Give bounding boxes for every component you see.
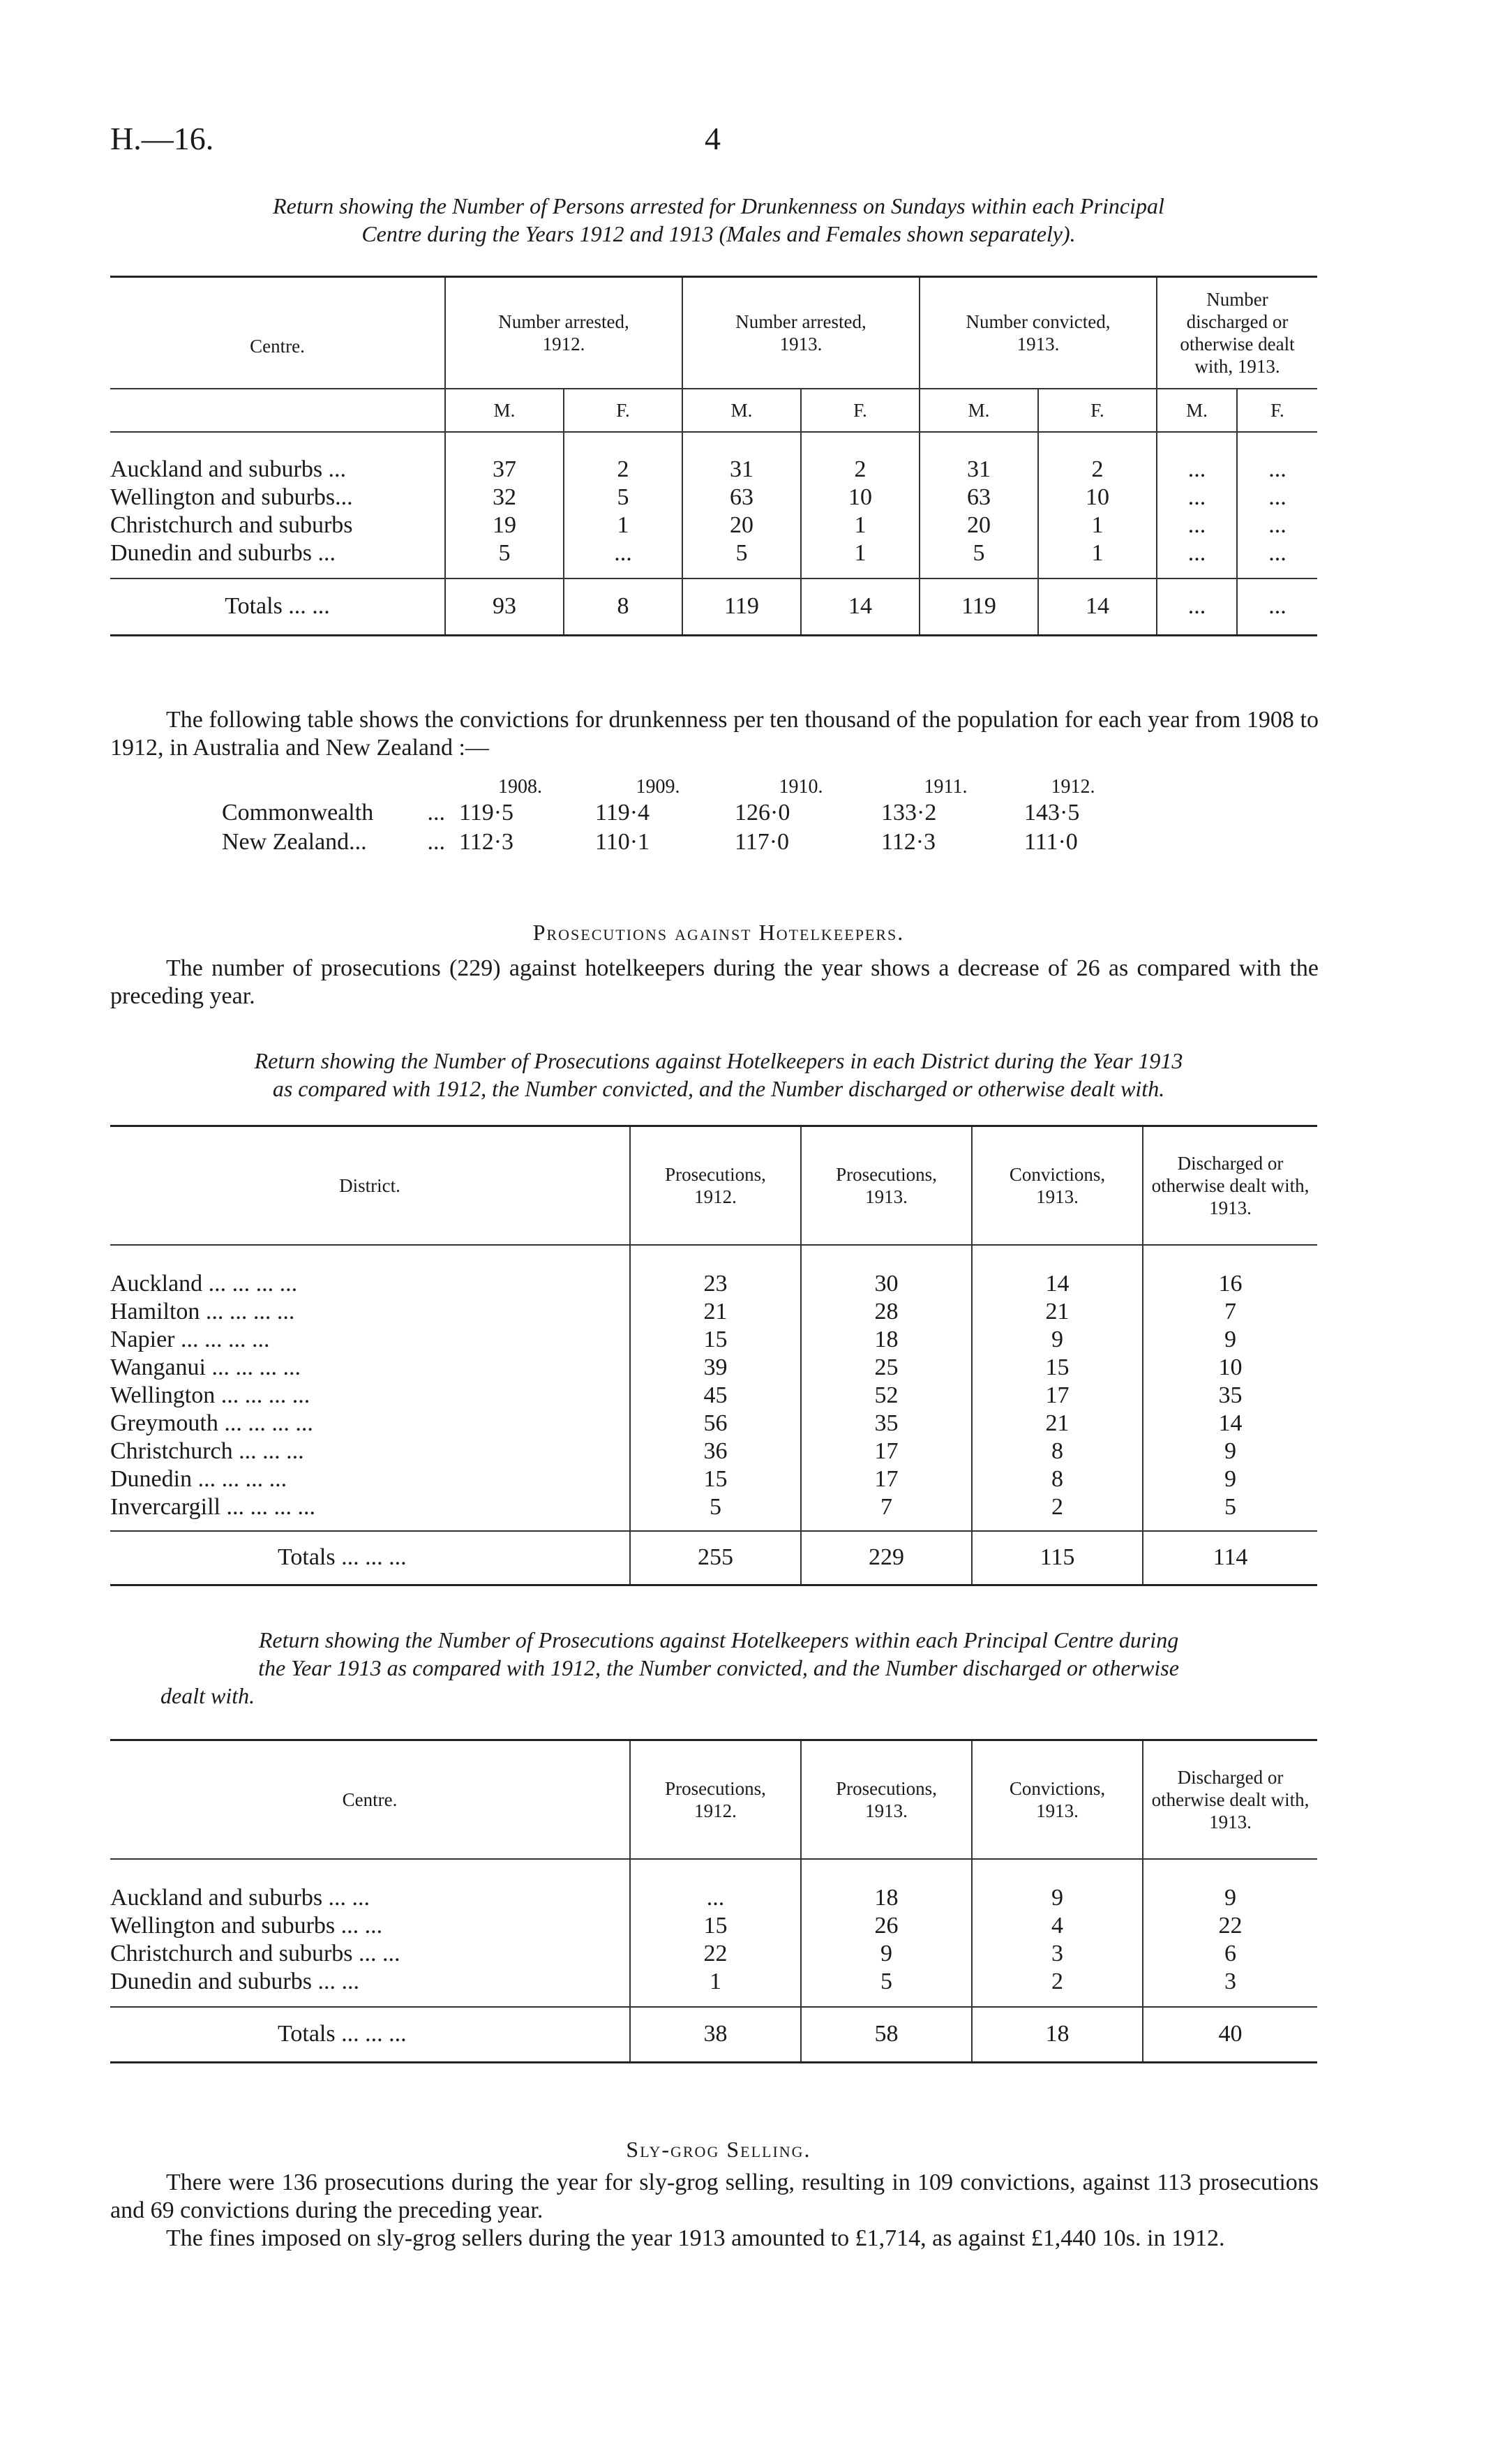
table1-title	[105, 192, 1333, 248]
table1-totals-label: Totals ... ...	[225, 593, 330, 620]
rates-leader-dots: ...	[427, 829, 445, 855]
table2-cell: 16	[1143, 1270, 1317, 1298]
table3-cell: 26	[801, 1912, 972, 1940]
table1-cell: 5	[920, 539, 1038, 567]
table3-cell: 2	[972, 1968, 1143, 1996]
table1-cell: ...	[1157, 512, 1237, 539]
table2-row-label: Invercargill ... ... ... ...	[110, 1493, 315, 1520]
table1-sunday-arrests	[110, 276, 1317, 636]
rates-value-cell: 117·0	[735, 829, 790, 855]
table2-row-label: Greymouth ... ... ... ...	[110, 1410, 313, 1436]
table3-title-line3: dealt with.	[160, 1683, 255, 1708]
table2-row	[110, 1410, 1317, 1438]
table2-cell: 21	[972, 1298, 1143, 1326]
table1-title-line1: Return showing the Number of Persons arrested for Drunkenness on Sundays within each Principal	[273, 193, 1164, 218]
table2-cell: 5	[630, 1493, 801, 1521]
table3-row	[110, 1912, 1317, 1940]
rates-value-cell: 126·0	[735, 800, 790, 826]
table2-row-label: Christchurch ... ... ...	[110, 1438, 304, 1464]
table3-row-label: Wellington and suburbs ... ...	[110, 1912, 383, 1939]
table3-col-centre: Centre.	[342, 1789, 398, 1810]
rates-value-cell: 112·3	[459, 829, 514, 855]
table2-row	[110, 1270, 1317, 1298]
table3-col-prosecutions-1913: Prosecutions, 1913.	[801, 1740, 972, 1859]
table1-sub-f: F.	[801, 389, 920, 432]
table1-totals-row	[110, 578, 1317, 636]
table1-row-label: Christchurch and suburbs	[110, 512, 353, 538]
rates-value-cell: 110·1	[595, 829, 650, 855]
table3-total-cell: 58	[801, 2007, 972, 2063]
rates-value-cell: 112·3	[881, 829, 936, 855]
table1-cell: 10	[1038, 484, 1157, 512]
table2-cell: 30	[801, 1270, 972, 1298]
table1-sub-m: M.	[682, 389, 801, 432]
table2-row-label: Wanganui ... ... ... ...	[110, 1354, 301, 1380]
table2-cell: 25	[801, 1354, 972, 1382]
table1-sub-f: F.	[1237, 389, 1317, 432]
table1-cell: 31	[920, 456, 1038, 484]
table2-cell: 15	[630, 1326, 801, 1354]
rates-row	[222, 798, 1129, 828]
table2-row	[110, 1493, 1317, 1521]
table1-cell: 63	[682, 484, 801, 512]
rates-year-header: 1909.	[636, 776, 680, 798]
table2-cell: 14	[1143, 1410, 1317, 1438]
table3-row	[110, 1940, 1317, 1968]
rates-country-label: Commonwealth	[222, 800, 374, 826]
rates-value-cell: 111·0	[1024, 829, 1078, 855]
table2-title	[105, 1047, 1333, 1103]
table2-totals-label: Totals ... ... ...	[278, 1544, 407, 1571]
table2-total-cell: 114	[1143, 1531, 1317, 1585]
table1-cell: ...	[1237, 512, 1317, 539]
table3-cell: 9	[1143, 1884, 1317, 1912]
table2-col-prosecutions-1913: Prosecutions, 1913.	[801, 1126, 972, 1245]
table1-total-cell: 8	[564, 578, 682, 636]
table1-sub-m: M.	[920, 389, 1038, 432]
table2-cell: 18	[801, 1326, 972, 1354]
table3-cell: 9	[801, 1940, 972, 1968]
table2-total-cell: 229	[801, 1531, 972, 1585]
table1-cell: 37	[445, 456, 564, 484]
table2-row	[110, 1298, 1317, 1326]
table3-total-cell: 38	[630, 2007, 801, 2063]
table1-title-line2: Centre during the Years 1912 and 1913 (Males and Females shown separately).	[361, 221, 1076, 246]
document-reference: H.—16.	[110, 121, 214, 156]
table1-col-arrested-1913: Number arrested, 1913.	[682, 277, 920, 389]
table2-cell: 39	[630, 1354, 801, 1382]
table2-cell: 17	[801, 1438, 972, 1465]
table1-cell: 31	[682, 456, 801, 484]
table1-cell: ...	[1157, 484, 1237, 512]
table3-cell: 6	[1143, 1940, 1317, 1968]
section-heading-sly-grog: Sly-grog Selling.	[626, 2137, 811, 2162]
table1-subheader-blank	[110, 389, 445, 432]
rates-row-label	[222, 798, 452, 828]
rates-value-cell: 143·5	[1024, 800, 1080, 826]
table3-col-discharged-1913: Discharged or otherwise dealt with, 1913.	[1143, 1740, 1317, 1859]
table1-row	[110, 539, 1317, 567]
hotelkeepers-paragraph: The number of prosecutions (229) against hotelkeepers during the year shows a decrease of 26 as compared with the preceding year.	[110, 955, 1319, 1009]
rates-year-header: 1910.	[779, 776, 823, 798]
table1-col-arrested-1912: Number arrested, 1912.	[445, 277, 682, 389]
table2-row-label: Wellington ... ... ... ...	[110, 1382, 310, 1408]
table2-cell: 14	[972, 1270, 1143, 1298]
table2-row-label: Napier ... ... ... ...	[110, 1326, 270, 1352]
table1-total-cell: ...	[1237, 578, 1317, 636]
table2-cell: 9	[1143, 1438, 1317, 1465]
table2-cell: 17	[801, 1465, 972, 1493]
table2-cell: 2	[972, 1493, 1143, 1521]
table2-cell: 21	[972, 1410, 1143, 1438]
rates-intro-paragraph: The following table shows the convictions for drunkenness per ten thousand of the population for each year from 1908 to 1912, in Australia and New Zealand :—	[110, 707, 1319, 761]
table2-cell: 23	[630, 1270, 801, 1298]
table2-cell: 56	[630, 1410, 801, 1438]
table2-row-label: Hamilton ... ... ... ...	[110, 1298, 295, 1324]
table1-row-label: Auckland and suburbs ...	[110, 456, 347, 482]
table1-row-label: Wellington and suburbs...	[110, 484, 353, 510]
table2-cell: 35	[1143, 1382, 1317, 1410]
table1-row	[110, 512, 1317, 539]
table2-cell: 21	[630, 1298, 801, 1326]
table2-cell: 7	[801, 1493, 972, 1521]
table3-cell: 18	[801, 1884, 972, 1912]
rates-value-cell: 133·2	[881, 800, 937, 826]
table1-cell: 2	[564, 456, 682, 484]
table3-cell: 22	[1143, 1912, 1317, 1940]
rates-year-header: 1908.	[498, 776, 542, 798]
table2-total-cell: 115	[972, 1531, 1143, 1585]
table2-total-cell: 255	[630, 1531, 801, 1585]
table1-cell: 5	[682, 539, 801, 567]
table2-col-district: District.	[339, 1174, 400, 1196]
table3-total-cell: 18	[972, 2007, 1143, 2063]
table1-cell: 5	[445, 539, 564, 567]
table1-col-discharged-1913: Number discharged or otherwise dealt with, 1913.	[1157, 277, 1317, 389]
table1-cell: 1	[1038, 512, 1157, 539]
table2-cell: 8	[972, 1438, 1143, 1465]
table2-col-discharged-1913: Discharged or otherwise dealt with, 1913.	[1143, 1126, 1317, 1245]
table1-cell: 20	[682, 512, 801, 539]
table3-title-line2: the Year 1913 as compared with 1912, the Number convicted, and the Number discharged or otherwise	[258, 1655, 1179, 1680]
table3-row-label: Christchurch and suburbs ... ...	[110, 1940, 400, 1966]
table3-col-convictions-1913: Convictions, 1913.	[972, 1740, 1143, 1859]
table2-cell: 7	[1143, 1298, 1317, 1326]
table1-col-convicted-1913: Number convicted, 1913.	[920, 277, 1157, 389]
sly-grog-paragraph-1: There were 136 prosecutions during the year for sly-grog selling, resulting in 109 convictions, against 113 prosecutions and 69 convictions during the preceding year.	[110, 2170, 1319, 2223]
table3-cell: 3	[1143, 1968, 1317, 1996]
table2-cell: 36	[630, 1438, 801, 1465]
table1-cell: 10	[801, 484, 920, 512]
table1-row-label: Dunedin and suburbs ...	[110, 539, 336, 566]
table3-cell: 3	[972, 1940, 1143, 1968]
table2-title-line1: Return showing the Number of Prosecutions against Hotelkeepers in each District during the Year 1913	[254, 1048, 1183, 1073]
table2-cell: 52	[801, 1382, 972, 1410]
table1-cell: ...	[564, 539, 682, 567]
table1-cell: 1	[564, 512, 682, 539]
table3-title	[105, 1626, 1333, 1710]
table1-total-cell: 119	[682, 578, 801, 636]
table1-cell: 32	[445, 484, 564, 512]
table1-cell: 1	[801, 512, 920, 539]
table1-total-cell: 119	[920, 578, 1038, 636]
table1-cell: 1	[1038, 539, 1157, 567]
table2-cell: 15	[630, 1465, 801, 1493]
table1-cell: 2	[1038, 456, 1157, 484]
table2-row	[110, 1438, 1317, 1465]
rates-row-label	[222, 828, 452, 857]
table1-cell: ...	[1237, 539, 1317, 567]
convictions-rate-table	[222, 776, 1129, 857]
table2-row	[110, 1465, 1317, 1493]
table1-cell: ...	[1237, 456, 1317, 484]
table2-row-label: Dunedin ... ... ... ...	[110, 1465, 287, 1492]
table2-cell: 8	[972, 1465, 1143, 1493]
table1-sub-f: F.	[1038, 389, 1157, 432]
table3-totals-row	[110, 2007, 1317, 2063]
rates-year-header: 1911.	[924, 776, 968, 798]
table3-cell: 9	[972, 1884, 1143, 1912]
table1-sub-f: F.	[564, 389, 682, 432]
table1-cell: 20	[920, 512, 1038, 539]
table1-cell: ...	[1157, 539, 1237, 567]
table2-district-prosecutions	[110, 1125, 1317, 1586]
table3-totals-label: Totals ... ... ...	[278, 2021, 407, 2047]
rates-header-blank	[222, 776, 452, 798]
rates-year-header: 1912.	[1051, 776, 1095, 798]
table1-row	[110, 484, 1317, 512]
rates-row	[222, 828, 1129, 857]
table3-cell: ...	[630, 1884, 801, 1912]
table3-cell: 4	[972, 1912, 1143, 1940]
table2-cell: 35	[801, 1410, 972, 1438]
table3-centre-prosecutions	[110, 1739, 1317, 2063]
table3-cell: 5	[801, 1968, 972, 1996]
table3-cell: 15	[630, 1912, 801, 1940]
table3-total-cell: 40	[1143, 2007, 1317, 2063]
table1-cell: 19	[445, 512, 564, 539]
table1-total-cell: 14	[1038, 578, 1157, 636]
table1-cell: ...	[1157, 456, 1237, 484]
table2-title-line2: as compared with 1912, the Number convicted, and the Number discharged or otherwise dealt with.	[272, 1076, 1165, 1101]
rates-country-label: New Zealand...	[222, 829, 367, 855]
table1-col-centre: Centre.	[250, 336, 305, 357]
table2-cell: 9	[972, 1326, 1143, 1354]
table1-cell: 1	[801, 539, 920, 567]
table2-cell: 9	[1143, 1326, 1317, 1354]
sly-grog-paragraph-2: The fines imposed on sly-grog sellers during the year 1913 amounted to £1,714, as against £1,440 10s. in 1912.	[166, 2225, 1225, 2251]
table2-totals-row	[110, 1531, 1317, 1585]
table3-cell: 22	[630, 1940, 801, 1968]
table2-cell: 15	[972, 1354, 1143, 1382]
table2-cell: 5	[1143, 1493, 1317, 1521]
table2-row	[110, 1326, 1317, 1354]
table1-cell: ...	[1237, 484, 1317, 512]
table1-sub-m: M.	[1157, 389, 1237, 432]
table3-title-line1: Return showing the Number of Prosecutions against Hotelkeepers within each Principal Centre during	[258, 1627, 1179, 1652]
section-heading-hotelkeepers: Prosecutions against Hotelkeepers.	[532, 920, 905, 945]
table1-total-cell: 93	[445, 578, 564, 636]
table2-cell: 9	[1143, 1465, 1317, 1493]
table2-col-convictions-1913: Convictions, 1913.	[972, 1126, 1143, 1245]
table2-row	[110, 1354, 1317, 1382]
table2-cell: 17	[972, 1382, 1143, 1410]
table1-row	[110, 456, 1317, 484]
table2-col-prosecutions-1912: Prosecutions, 1912.	[630, 1126, 801, 1245]
table2-row	[110, 1382, 1317, 1410]
rates-value-cell: 119·4	[595, 800, 650, 826]
table2-cell: 28	[801, 1298, 972, 1326]
table3-cell: 1	[630, 1968, 801, 1996]
table3-col-prosecutions-1912: Prosecutions, 1912.	[630, 1740, 801, 1859]
table2-row-label: Auckland ... ... ... ...	[110, 1270, 298, 1297]
table1-cell: 63	[920, 484, 1038, 512]
table1-sub-m: M.	[445, 389, 564, 432]
table3-row-label: Auckland and suburbs ... ...	[110, 1884, 370, 1911]
table2-cell: 10	[1143, 1354, 1317, 1382]
table3-row	[110, 1968, 1317, 1996]
table1-cell: 5	[564, 484, 682, 512]
table2-cell: 45	[630, 1382, 801, 1410]
rates-leader-dots: ...	[427, 800, 445, 826]
table1-total-cell: ...	[1157, 578, 1237, 636]
table1-total-cell: 14	[801, 578, 920, 636]
table3-row	[110, 1884, 1317, 1912]
page-number: 4	[705, 121, 721, 156]
table1-cell: 2	[801, 456, 920, 484]
table3-row-label: Dunedin and suburbs ... ...	[110, 1968, 359, 1994]
rates-value-cell: 119·5	[459, 800, 514, 826]
